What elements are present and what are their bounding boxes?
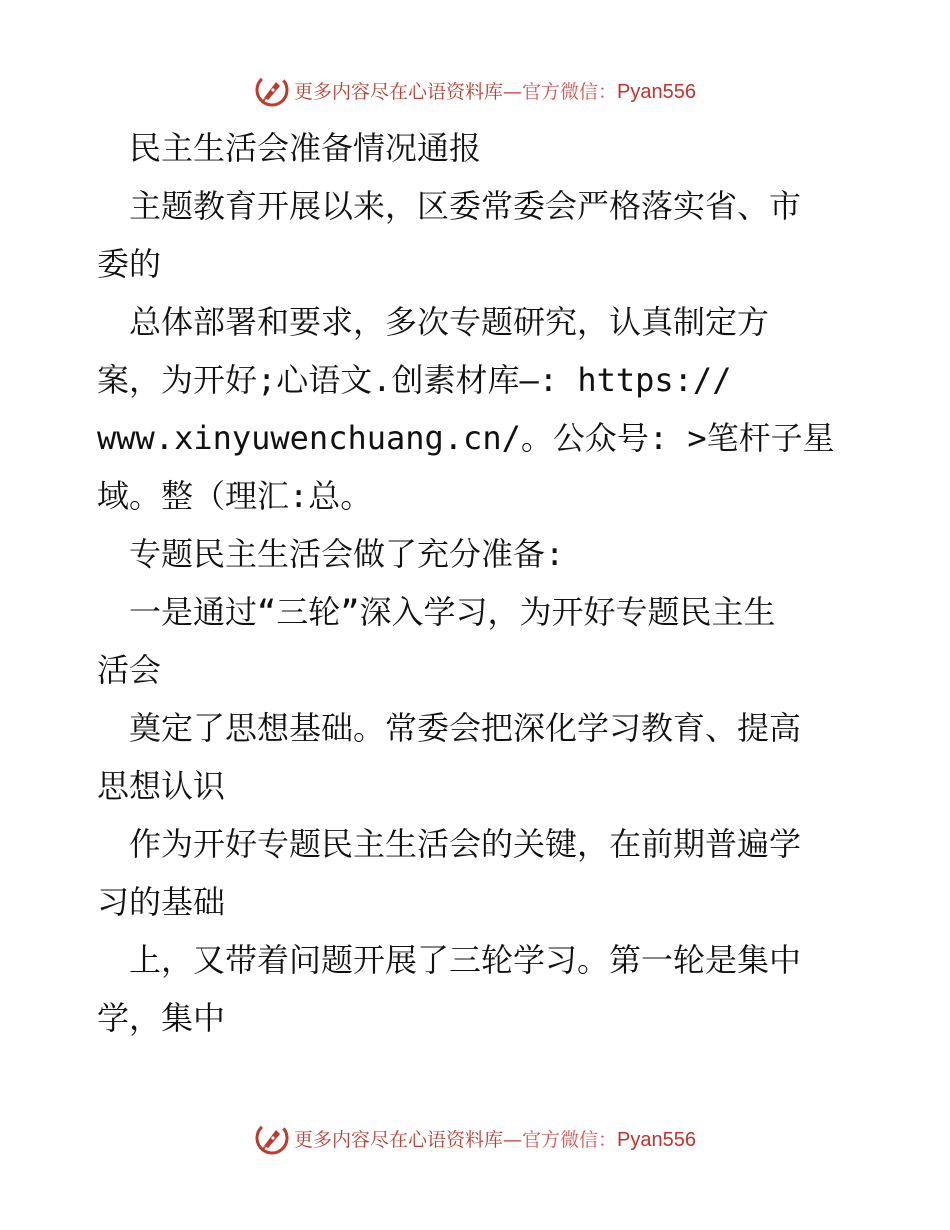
banner-wechat-label: 官方微信： — [522, 80, 618, 103]
pen-nib-logo-icon — [254, 1120, 290, 1156]
doc-line: 活会 — [97, 651, 162, 689]
doc-line: 思想认识 — [97, 767, 226, 805]
banner-dash: — — [503, 1128, 523, 1151]
doc-line: 委的 — [97, 245, 162, 283]
doc-line: 专题民主生活会做了充分准备: — [97, 535, 565, 573]
doc-line: 总体部署和要求，多次专题研究，认真制定方 — [97, 303, 770, 341]
banner-title: 更多内容尽在心语资料库 — [294, 80, 504, 103]
doc-line: 作为开好专题民主生活会的关键，在前期普遍学 — [97, 825, 802, 863]
doc-line: 奠定了思想基础。常委会把深化学习教育、提高 — [97, 709, 802, 747]
doc-line: www.xinyuwenchuang.cn/。公众号: >笔杆子星 — [97, 419, 835, 457]
banner-title: 更多内容尽在心语资料库 — [294, 1128, 504, 1151]
doc-line: 域。整（理汇:总。 — [97, 477, 373, 515]
doc-title: 民主生活会准备情况通报 — [97, 129, 482, 167]
doc-line: 习的基础 — [97, 883, 226, 921]
doc-line: 学，集中 — [97, 999, 226, 1037]
banner-wechat-id: Pyan556 — [617, 80, 696, 103]
doc-line: 一是通过“三轮”深入学习，为开好专题民主生 — [97, 593, 776, 631]
document-body — [97, 119, 857, 1047]
banner-wechat-id: Pyan556 — [617, 1128, 696, 1151]
footer-banner — [0, 1118, 950, 1158]
header-banner — [0, 70, 950, 110]
banner-dash: — — [503, 80, 523, 103]
doc-line: 上，又带着问题开展了三轮学习。第一轮是集中 — [97, 941, 802, 979]
doc-line: 案，为开好;心语文.创素材库—: https:// — [97, 361, 732, 399]
pen-nib-logo-icon — [254, 72, 290, 108]
doc-line: 主题教育开展以来，区委常委会严格落实省、市 — [97, 187, 802, 225]
banner-wechat-label: 官方微信： — [522, 1128, 618, 1151]
